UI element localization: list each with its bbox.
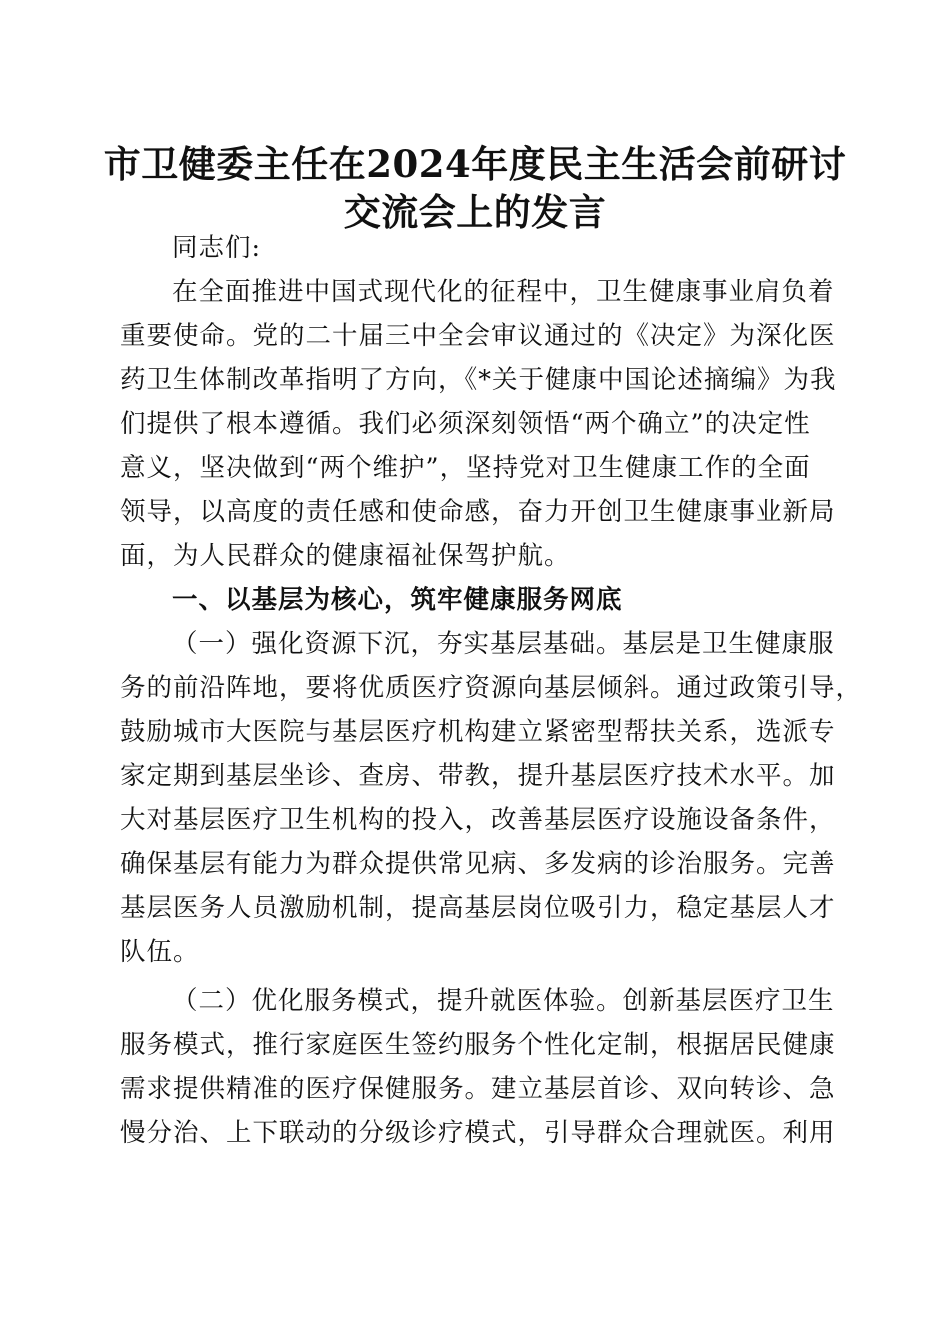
intro-line: 意义，坚决做到“两个维护”，坚持党对卫生健康工作的全面 [120, 453, 811, 483]
paragraph-line: 服务模式，推行家庭医生签约服务个性化定制，根据居民健康 [120, 1030, 836, 1060]
intro-line: 们提供了根本遵循。我们必须深刻领悟“两个确立”的决定性 [120, 409, 811, 439]
intro-paragraph [120, 270, 837, 578]
intro-line: 面，为人民群众的健康福祉保驾护航。 [120, 541, 571, 571]
paragraph-line: 务的前沿阵地，要将优质医疗资源向基层倾斜。通过政策引导， [120, 673, 863, 703]
paragraph-line: 家定期到基层坐诊、查房、带教，提升基层医疗技术水平。加 [120, 761, 836, 791]
document-body [120, 226, 863, 1155]
intro-line: 重要使命。党的二十届三中全会审议通过的《决定》为深化医 [120, 321, 836, 351]
document-title [100, 140, 850, 236]
paragraph-line: 鼓励城市大医院与基层医疗机构建立紧密型帮扶关系，选派专 [120, 717, 836, 747]
paragraph-line: 队伍。 [120, 937, 200, 967]
paragraph-line: 大对基层医疗卫生机构的投入，改善基层医疗设施设备条件， [120, 805, 836, 835]
paragraph-1 [120, 622, 863, 974]
salutation: 同志们: [172, 233, 262, 263]
title-line-2: 交流会上的发言 [343, 190, 607, 234]
paragraph-line: 基层医务人员激励机制，提高基层岗位吸引力，稳定基层人才 [120, 893, 836, 923]
intro-line: 领导，以高度的责任感和使命感，奋力开创卫生健康事业新局 [120, 497, 836, 527]
intro-line: 在全面推进中国式现代化的征程中，卫生健康事业肩负着 [172, 277, 835, 307]
paragraph-line: （一）强化资源下沉，夯实基层基础。基层是卫生健康服 [172, 629, 835, 659]
paragraph-line: 需求提供精准的医疗保健服务。建立基层首诊、双向转诊、急 [120, 1074, 836, 1104]
paragraph-2 [120, 979, 836, 1155]
paragraph-line: 慢分治、上下联动的分级诊疗模式，引导群众合理就医。利用 [120, 1118, 836, 1148]
paragraph-line: （二）优化服务模式，提升就医体验。创新基层医疗卫生 [172, 986, 835, 1016]
paragraph-line: 确保基层有能力为群众提供常见病、多发病的诊治服务。完善 [120, 849, 836, 879]
title-line-1: 市卫健委主任在2024年度民主生活会前研讨 [103, 142, 847, 186]
section-heading-1: 一、以基层为核心，筑牢健康服务网底 [172, 585, 623, 615]
intro-line: 药卫生体制改革指明了方向，《*关于健康中国论述摘编》为我 [120, 365, 837, 395]
